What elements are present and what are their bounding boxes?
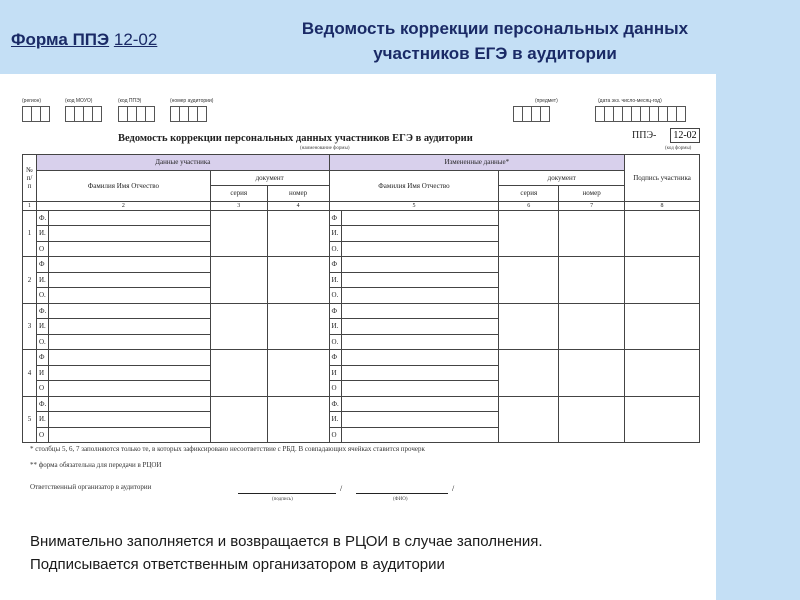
changed-series-cell[interactable] xyxy=(499,210,559,257)
fio-letter: О. xyxy=(36,288,48,304)
row-number: 4 xyxy=(23,350,37,397)
fio-letter: Ф. xyxy=(36,396,48,412)
changed-fio-header: Фамилия Имя Отчество xyxy=(329,170,499,201)
participant-header: Данные участника xyxy=(36,155,329,171)
title-line-1: Ведомость коррекции персональных данных xyxy=(301,19,689,38)
instruction-line-2: Подписывается ответственным организатором в аудитории xyxy=(30,556,445,573)
mouo-boxes[interactable] xyxy=(65,106,101,122)
signature-line[interactable] xyxy=(238,493,336,494)
changed-number-cell[interactable] xyxy=(559,257,625,304)
changed-fio-cell[interactable] xyxy=(341,427,499,443)
fio-letter: И. xyxy=(36,272,48,288)
fio-cell[interactable] xyxy=(49,257,211,273)
changed-fio-cell[interactable] xyxy=(341,272,499,288)
auditorium-boxes[interactable] xyxy=(170,106,206,122)
fio-letter: Ф. xyxy=(36,303,48,319)
fio-cell[interactable] xyxy=(49,319,211,335)
signature-cell[interactable] xyxy=(625,257,700,304)
number-cell[interactable] xyxy=(267,210,329,257)
changed-fio-cell[interactable] xyxy=(341,396,499,412)
fio-header: Фамилия Имя Отчество xyxy=(36,170,210,201)
document-header: документ xyxy=(210,170,329,186)
changed-fio-letter: О. xyxy=(329,334,341,350)
fio-cell[interactable] xyxy=(49,381,211,397)
changed-fio-cell[interactable] xyxy=(341,288,499,304)
col-num-header: № п/п xyxy=(23,155,37,202)
changed-fio-letter: И. xyxy=(329,226,341,242)
fio-cell[interactable] xyxy=(49,365,211,381)
col-index: 3 xyxy=(210,201,267,210)
row-number: 3 xyxy=(23,303,37,350)
title-line-2: участников ЕГЭ в аудитории xyxy=(373,44,617,63)
changed-fio-cell[interactable] xyxy=(341,241,499,257)
fio-letter: О xyxy=(36,427,48,443)
form-code-sub: (код формы) xyxy=(665,146,692,151)
changed-fio-letter: О xyxy=(329,427,341,443)
fio-cell[interactable] xyxy=(49,303,211,319)
changed-fio-cell[interactable] xyxy=(341,319,499,335)
changed-fio-cell[interactable] xyxy=(341,365,499,381)
number-header: номер xyxy=(267,186,329,202)
signature-sub: (подпись) xyxy=(272,497,293,502)
series-cell[interactable] xyxy=(210,210,267,257)
series-header: серия xyxy=(210,186,267,202)
changed-number-cell[interactable] xyxy=(559,303,625,350)
changed-series-header: серия xyxy=(499,186,559,202)
fio-cell[interactable] xyxy=(49,350,211,366)
changed-series-cell[interactable] xyxy=(499,396,559,443)
changed-number-header: номер xyxy=(559,186,625,202)
fio-cell[interactable] xyxy=(49,412,211,428)
changed-fio-letter: И. xyxy=(329,412,341,428)
series-cell[interactable] xyxy=(210,257,267,304)
form-document xyxy=(10,76,715,516)
changed-series-cell[interactable] xyxy=(499,257,559,304)
col-index: 2 xyxy=(36,201,210,210)
form-number: 12-02 xyxy=(113,30,158,49)
changed-fio-letter: О xyxy=(329,381,341,397)
auditorium-label: (номер аудитории) xyxy=(170,98,214,104)
signature-cell[interactable] xyxy=(625,303,700,350)
fio-letter: Ф. xyxy=(36,210,48,226)
fio-cell[interactable] xyxy=(49,241,211,257)
number-cell[interactable] xyxy=(267,257,329,304)
fio-cell[interactable] xyxy=(49,427,211,443)
subject-boxes[interactable] xyxy=(513,106,549,122)
ppe-boxes[interactable] xyxy=(118,106,154,122)
fio-letter: Ф xyxy=(36,350,48,366)
changed-fio-cell[interactable] xyxy=(341,334,499,350)
footnote-2: ** форма обязательна для передачи в РЦОИ xyxy=(30,461,162,469)
region-label: (регион) xyxy=(22,98,42,104)
document-title: Ведомость коррекции персональных данных участников ЕГЭ в аудитории xyxy=(118,133,473,144)
changed-number-cell[interactable] xyxy=(559,210,625,257)
changed-fio-letter: И. xyxy=(329,272,341,288)
changed-fio-letter: О. xyxy=(329,241,341,257)
col-index: 7 xyxy=(559,201,625,210)
instruction-line-1: Внимательно заполняется и возвращается в РЦОИ в случае заполнения. xyxy=(30,533,543,550)
fio-sub: (ФИО) xyxy=(393,497,408,502)
number-cell[interactable] xyxy=(267,303,329,350)
form-prefix: Форма ППЭ xyxy=(11,30,110,49)
fio-letter: О. xyxy=(36,334,48,350)
fio-letter: Ф xyxy=(36,257,48,273)
form-code-box: 12-02 xyxy=(670,128,700,143)
fio-cell[interactable] xyxy=(49,272,211,288)
fio-letter: И. xyxy=(36,319,48,335)
footnote-1: * столбцы 5, 6, 7 заполняются только те, в которых зафиксировано несоответствие с РБД. В совпадающих ячейках ставится прочерк xyxy=(30,445,425,453)
fio-letter: И. xyxy=(36,226,48,242)
changed-fio-letter: Ф. xyxy=(329,396,341,412)
changed-header: Измененные данные* xyxy=(329,155,625,171)
changed-fio-cell[interactable] xyxy=(341,210,499,226)
changed-fio-cell[interactable] xyxy=(341,350,499,366)
correction-table xyxy=(22,154,700,443)
signature-cell[interactable] xyxy=(625,210,700,257)
page-title xyxy=(255,16,735,66)
changed-fio-letter: Ф xyxy=(329,257,341,273)
row-number: 5 xyxy=(23,396,37,443)
table-row xyxy=(23,350,700,366)
slash-1: / xyxy=(340,484,343,493)
col-index: 1 xyxy=(23,201,37,210)
number-cell[interactable] xyxy=(267,350,329,397)
row-number: 2 xyxy=(23,257,37,304)
subject-label: (предмет) xyxy=(535,98,558,104)
changed-fio-letter: Ф xyxy=(329,303,341,319)
fio-line[interactable] xyxy=(356,493,448,494)
changed-fio-cell[interactable] xyxy=(341,303,499,319)
region-boxes[interactable] xyxy=(22,106,49,122)
changed-fio-letter: О. xyxy=(329,288,341,304)
table-row xyxy=(23,303,700,319)
col-index: 8 xyxy=(625,201,700,210)
fio-cell[interactable] xyxy=(49,210,211,226)
changed-series-cell[interactable] xyxy=(499,350,559,397)
fio-cell[interactable] xyxy=(49,334,211,350)
changed-fio-letter: Ф xyxy=(329,210,341,226)
document-title-sub: (наименование формы) xyxy=(300,146,350,151)
changed-document-header: документ xyxy=(499,170,625,186)
changed-series-cell[interactable] xyxy=(499,303,559,350)
table-row xyxy=(23,257,700,273)
changed-fio-cell[interactable] xyxy=(341,381,499,397)
instructions xyxy=(30,530,543,576)
fio-letter: О xyxy=(36,241,48,257)
fio-letter: И xyxy=(36,365,48,381)
signature-cell[interactable] xyxy=(625,396,700,443)
series-cell[interactable] xyxy=(210,350,267,397)
organizer-label: Ответственный организатор в аудитории xyxy=(30,483,152,491)
changed-fio-letter: И xyxy=(329,365,341,381)
series-cell[interactable] xyxy=(210,303,267,350)
changed-fio-cell[interactable] xyxy=(341,257,499,273)
changed-fio-letter: Ф xyxy=(329,350,341,366)
changed-number-cell[interactable] xyxy=(559,396,625,443)
table-row xyxy=(23,396,700,412)
changed-fio-cell[interactable] xyxy=(341,226,499,242)
table-row xyxy=(23,210,700,226)
changed-number-cell[interactable] xyxy=(559,350,625,397)
form-code-prefix: ППЭ- xyxy=(632,130,657,141)
right-strip xyxy=(716,74,800,600)
fio-letter: О xyxy=(36,381,48,397)
form-label xyxy=(11,30,157,50)
number-cell[interactable] xyxy=(267,396,329,443)
ppe-label: (код ППЭ) xyxy=(118,98,142,104)
changed-fio-cell[interactable] xyxy=(341,412,499,428)
fio-cell[interactable] xyxy=(49,226,211,242)
series-cell[interactable] xyxy=(210,396,267,443)
col-index: 6 xyxy=(499,201,559,210)
col-index: 4 xyxy=(267,201,329,210)
fio-cell[interactable] xyxy=(49,396,211,412)
date-boxes[interactable] xyxy=(595,106,685,122)
col-index: 5 xyxy=(329,201,499,210)
row-number: 1 xyxy=(23,210,37,257)
signature-header: Подпись участника xyxy=(625,155,700,202)
changed-fio-letter: И. xyxy=(329,319,341,335)
date-label: (дата экз. число-месяц-год) xyxy=(598,98,662,104)
mouo-label: (код МОУО) xyxy=(65,98,93,104)
signature-cell[interactable] xyxy=(625,350,700,397)
slash-2: / xyxy=(452,484,455,493)
fio-cell[interactable] xyxy=(49,288,211,304)
fio-letter: И. xyxy=(36,412,48,428)
